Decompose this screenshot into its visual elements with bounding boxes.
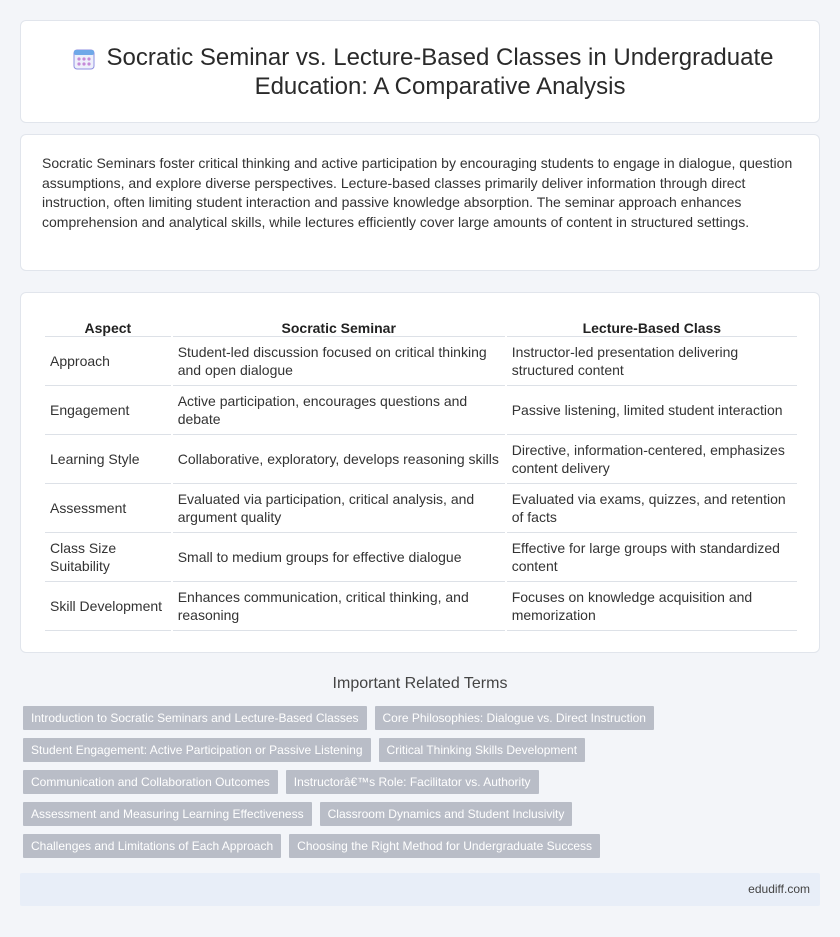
related-term-tag[interactable]: Assessment and Measuring Learning Effectiveness [23, 802, 312, 826]
aspect-cell: Skill Development [45, 582, 171, 631]
socratic-cell: Evaluated via participation, critical analysis, and argument quality [173, 484, 505, 533]
socratic-cell: Small to medium groups for effective dialogue [173, 533, 505, 582]
table-row [45, 337, 797, 386]
aspect-cell: Class Size Suitability [45, 533, 171, 582]
related-term-tag[interactable]: Challenges and Limitations of Each Approach [23, 834, 281, 858]
table-header-row [45, 315, 797, 337]
table-row [45, 386, 797, 435]
related-term-tag[interactable]: Student Engagement: Active Participation or Passive Listening [23, 738, 371, 762]
comparison-table [43, 315, 799, 631]
aspect-cell: Engagement [45, 386, 171, 435]
table-row [45, 435, 797, 484]
footer-site-name: edudiff.com [748, 882, 810, 896]
intro-paragraph: Socratic Seminars foster critical thinking and active participation by encouraging students to engage in dialogue, question assumptions, and explore diverse perspectives. Lecture-based classes primarily deliver information through direct instruction, often limiting student interaction and passive knowledge absorption. The seminar approach enhances comprehension and analytical skills, while lectures efficiently cover large amounts of content in structured settings. [42, 155, 793, 230]
related-term-tag[interactable]: Instructorâ€™s Role: Facilitator vs. Authority [286, 770, 539, 794]
related-terms-title: Important Related Terms [332, 675, 508, 692]
related-term-tag[interactable]: Critical Thinking Skills Development [379, 738, 586, 762]
lecture-cell: Directive, information-centered, emphasizes content delivery [507, 435, 797, 484]
socratic-cell: Active participation, encourages questions and debate [173, 386, 505, 435]
header-lecture-based-class: Lecture-Based Class [507, 315, 797, 337]
related-terms-list [23, 706, 803, 866]
related-term-tag[interactable]: Classroom Dynamics and Student Inclusivity [320, 802, 573, 826]
related-term-tag[interactable]: Introduction to Socratic Seminars and Lecture-Based Classes [23, 706, 367, 730]
aspect-cell: Learning Style [45, 435, 171, 484]
lecture-cell: Evaluated via exams, quizzes, and retention of facts [507, 484, 797, 533]
table-row [45, 533, 797, 582]
socratic-cell: Student-led discussion focused on critical thinking and open dialogue [173, 337, 505, 386]
socratic-cell: Enhances communication, critical thinking, and reasoning [173, 582, 505, 631]
lecture-cell: Passive listening, limited student interaction [507, 386, 797, 435]
header-aspect: Aspect [45, 315, 171, 337]
related-term-tag[interactable]: Core Philosophies: Dialogue vs. Direct Instruction [375, 706, 654, 730]
page-title: Socratic Seminar vs. Lecture-Based Classes in Undergraduate Education: A Comparative Analysis [106, 44, 774, 100]
lecture-cell: Effective for large groups with standardized content [507, 533, 797, 582]
intro-card [20, 134, 820, 271]
footer [20, 873, 820, 906]
comparison-table-card [20, 292, 820, 653]
header-socratic-seminar: Socratic Seminar [173, 315, 505, 337]
related-term-tag[interactable]: Choosing the Right Method for Undergraduate Success [289, 834, 600, 858]
related-term-tag[interactable]: Communication and Collaboration Outcomes [23, 770, 278, 794]
lecture-cell: Instructor-led presentation delivering structured content [507, 337, 797, 386]
table-row [45, 484, 797, 533]
header-card [20, 20, 820, 123]
aspect-cell: Approach [45, 337, 171, 386]
table-row [45, 582, 797, 631]
socratic-cell: Collaborative, exploratory, develops reasoning skills [173, 435, 505, 484]
aspect-cell: Assessment [45, 484, 171, 533]
lecture-cell: Focuses on knowledge acquisition and memorization [507, 582, 797, 631]
